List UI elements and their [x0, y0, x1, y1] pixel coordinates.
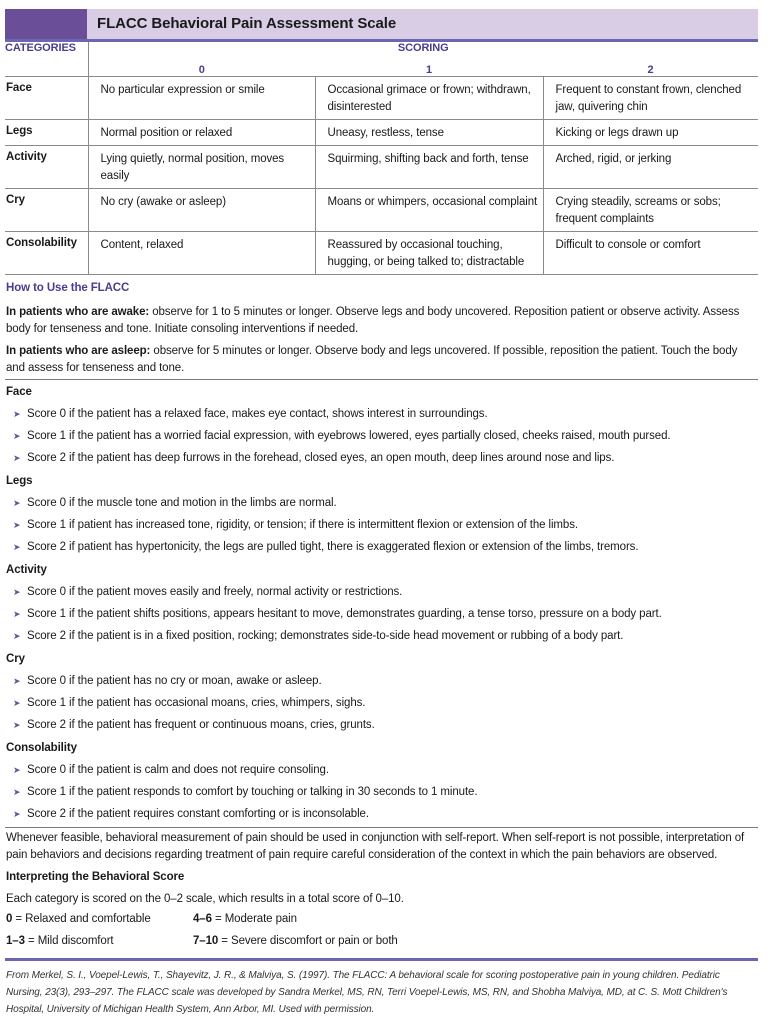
list-item-text: Score 1 if patient has increased tone, rigidity, or tension; if there is intermittent flexion or extension of the limbs.: [27, 519, 578, 531]
list-item-text: Score 2 if the patient is in a fixed position, rocking; demonstrates side-to-side head movement or rubbing of a body part.: [27, 630, 624, 642]
category-cell: Face: [5, 77, 88, 120]
score-2-cell: Arched, rigid, or jerking: [543, 146, 758, 189]
score-0-cell: Normal position or relaxed: [88, 120, 315, 146]
score-1-cell: Uneasy, restless, tense: [315, 120, 543, 146]
arrow-bullet-icon: ➤: [13, 787, 21, 797]
score-range-label: = Severe discomfort or pain or both: [218, 935, 398, 947]
awake-paragraph: [6, 304, 758, 338]
score-ranges: [6, 908, 758, 952]
arrow-bullet-icon: ➤: [13, 520, 21, 530]
score-range-value: 7–10: [193, 935, 219, 947]
criteria-divider: [5, 827, 758, 828]
list-item-text: Score 0 if the patient has a relaxed face, makes eye contact, shows interest in surroundings.: [27, 408, 488, 420]
score-1-cell: Reassured by occasional touching, hugging, or being talked to; distractable: [315, 232, 543, 275]
list-item-text: Score 0 if the patient is calm and does not require consoling.: [27, 764, 329, 776]
list-item: [5, 536, 758, 558]
arrow-bullet-icon: ➤: [13, 431, 21, 441]
list-item-text: Score 0 if the muscle tone and motion in the limbs are normal.: [27, 497, 337, 509]
list-item: [5, 781, 758, 803]
how-to-heading: How to Use the FLACC: [6, 282, 130, 294]
asleep-text: observe for 5 minutes or longer. Observe body and legs uncovered. If possible, reposition the patient. Touch the body and assess for tenseness and tone.: [6, 345, 738, 374]
score-1-cell: Occasional grimace or frown; withdrawn, disinterested: [315, 77, 543, 120]
footer-rule: [5, 958, 758, 961]
table-row: [5, 120, 758, 146]
arrow-bullet-icon: ➤: [13, 720, 21, 730]
header-score-1: 1: [315, 64, 543, 77]
score-range-label: = Mild discomfort: [24, 935, 114, 947]
asleep-label: In patients who are asleep:: [6, 345, 151, 357]
criteria-category-heading: Face: [6, 386, 32, 398]
title-accent-block: [5, 9, 87, 39]
score-0-cell: No particular expression or smile: [88, 77, 315, 120]
list-item: [5, 447, 758, 469]
score-range-item: [193, 930, 493, 952]
header-score-0: 0: [88, 64, 315, 77]
score-range-item: [193, 908, 493, 930]
list-item: [5, 603, 758, 625]
score-2-cell: Difficult to console or comfort: [543, 232, 758, 275]
score-0-cell: No cry (awake or asleep): [88, 189, 315, 232]
criteria-list: [5, 670, 758, 736]
score-range-value: 4–6: [193, 913, 212, 925]
score-range-value: 1–3: [6, 935, 25, 947]
awake-text: observe for 1 to 5 minutes or longer. Observe legs and body uncovered. Reposition patient or observe activity. Assess body for tenseness and tone. Initiate consoling interventions if needed.: [6, 306, 740, 335]
list-item: [5, 714, 758, 736]
list-item-text: Score 2 if the patient has deep furrows in the forehead, closed eyes, an open mouth, deep lines around nose and lips.: [27, 452, 615, 464]
list-item-text: Score 2 if the patient has frequent or continuous moans, cries, grunts.: [27, 719, 375, 731]
criteria-section: [5, 386, 758, 825]
score-range-item: [6, 930, 193, 952]
section-divider: [5, 379, 758, 380]
list-item: [5, 692, 758, 714]
score-1-cell: Squirming, shifting back and forth, tense: [315, 146, 543, 189]
list-item: [5, 425, 758, 447]
criteria-category-heading: Consolability: [6, 742, 77, 754]
table-row: [5, 146, 758, 189]
score-range-label: = Relaxed and comfortable: [12, 913, 151, 925]
header-categories: CATEGORIES: [5, 42, 88, 77]
score-range-value: 0: [6, 913, 13, 925]
score-1-cell: Moans or whimpers, occasional complaint: [315, 189, 543, 232]
arrow-bullet-icon: ➤: [13, 809, 21, 819]
list-item: [5, 492, 758, 514]
awake-label: In patients who are awake:: [6, 306, 150, 318]
list-item-text: Score 1 if the patient has a worried facial expression, with eyebrows lowered, eyes partially closed, cheeks raised, mouth pursed.: [27, 430, 671, 442]
closing-paragraph: Whenever feasible, behavioral measurement of pain should be used in conjunction with self-report. When self-report is not possible, interpretation of pain behaviors and decisions regarding treatment of pain require careful consideration of the context in which the pain behaviors are observed.: [6, 832, 745, 861]
score-range-item: [6, 908, 193, 930]
list-item: [5, 403, 758, 425]
arrow-bullet-icon: ➤: [13, 676, 21, 686]
list-item-text: Score 1 if the patient shifts positions, appears hesitant to move, demonstrates guarding, a tense torso, pressure on a body part.: [27, 608, 662, 620]
table-row: [5, 232, 758, 275]
list-item-text: Score 0 if the patient moves easily and freely, normal activity or restrictions.: [27, 586, 403, 598]
score-0-cell: Content, relaxed: [88, 232, 315, 275]
criteria-category-heading: Activity: [6, 564, 47, 576]
interpreting-heading: Interpreting the Behavioral Score: [6, 871, 185, 883]
criteria-category-heading: Legs: [6, 475, 33, 487]
arrow-bullet-icon: ➤: [13, 498, 21, 508]
arrow-bullet-icon: ➤: [13, 453, 21, 463]
asleep-paragraph: [6, 343, 758, 377]
category-cell: Activity: [5, 146, 88, 189]
criteria-list: [5, 581, 758, 647]
arrow-bullet-icon: ➤: [13, 409, 21, 419]
list-item-text: Score 1 if the patient responds to comfort by touching or talking in 30 seconds to 1 minute.: [27, 786, 478, 798]
interpreting-text: Each category is scored on the 0–2 scale, which results in a total score of 0–10.: [6, 893, 404, 905]
arrow-bullet-icon: ➤: [13, 698, 21, 708]
score-range-label: = Moderate pain: [211, 913, 297, 925]
category-cell: Cry: [5, 189, 88, 232]
list-item-text: Score 2 if patient has hypertonicity, the legs are pulled tight, there is exaggerated flexion or extension of the limbs, tremors.: [27, 541, 639, 553]
score-2-cell: Frequent to constant frown, clenched jaw, quivering chin: [543, 77, 758, 120]
table-body: [5, 77, 758, 275]
list-item: [5, 514, 758, 536]
criteria-list: [5, 492, 758, 558]
title-bar: [5, 9, 758, 39]
arrow-bullet-icon: ➤: [13, 587, 21, 597]
document: [5, 9, 758, 1018]
flacc-table: [5, 42, 758, 275]
score-2-cell: Kicking or legs drawn up: [543, 120, 758, 146]
category-cell: Legs: [5, 120, 88, 146]
list-item: [5, 581, 758, 603]
page-title: FLACC Behavioral Pain Assessment Scale: [97, 15, 397, 32]
score-0-cell: Lying quietly, normal position, moves easily: [88, 146, 315, 189]
arrow-bullet-icon: ➤: [13, 765, 21, 775]
header-score-2: 2: [543, 64, 758, 77]
arrow-bullet-icon: ➤: [13, 631, 21, 641]
table-row: [5, 77, 758, 120]
list-item-text: Score 2 if the patient requires constant comforting or is inconsolable.: [27, 808, 369, 820]
criteria-list: [5, 403, 758, 469]
arrow-bullet-icon: ➤: [13, 609, 21, 619]
category-cell: Consolability: [5, 232, 88, 275]
list-item: [5, 670, 758, 692]
list-item-text: Score 1 if the patient has occasional moans, cries, whimpers, sighs.: [27, 697, 366, 709]
list-item: [5, 625, 758, 647]
arrow-bullet-icon: ➤: [13, 542, 21, 552]
criteria-category-heading: Cry: [6, 653, 25, 665]
table-row: [5, 189, 758, 232]
header-scoring: SCORING: [88, 42, 758, 64]
list-item: [5, 759, 758, 781]
score-2-cell: Crying steadily, screams or sobs; frequent complaints: [543, 189, 758, 232]
criteria-list: [5, 759, 758, 825]
citation-footnote: From Merkel, S. I., Voepel-Lewis, T., Shayevitz, J. R., & Malviya, S. (1997). The FLACC: A behavioral scale for scoring postoperative pain in young children. Pediatric Nursing, 23(3), 293–297. The FLACC scale was developed by Sandra Merkel, MS, RN, Terri Voepel-Lewis, MS, RN, and Shobha Malviya, MD, at C. S. Mott Children's Hospital, University of Michigan Health System, Ann Arbor, MI. Used with permission.: [6, 970, 728, 1015]
list-item: [5, 803, 758, 825]
list-item-text: Score 0 if the patient has no cry or moan, awake or asleep.: [27, 675, 322, 687]
